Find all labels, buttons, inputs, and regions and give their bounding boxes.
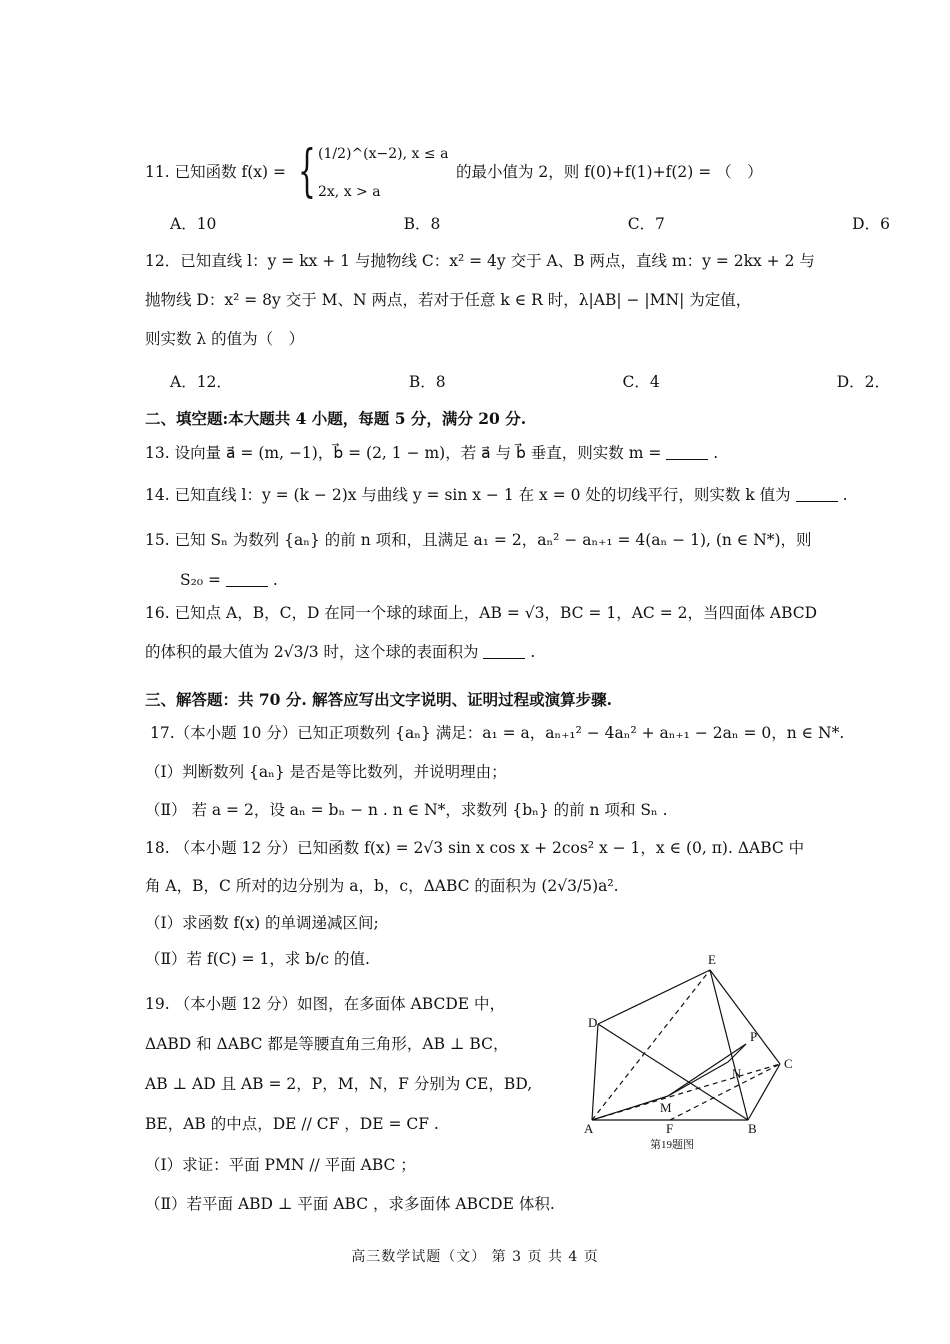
q18-line-1: 18. （本小题 12 分）已知函数 f(x) = 2√3 sin x cos x + 2cos² x − 1，x ∈ (0, π). ΔABC 中 [145,839,805,857]
q16-end: . [530,643,536,661]
edge-d-a [592,1024,598,1120]
label-d: D [588,1015,598,1030]
q11-option-c: C．7 [627,215,665,233]
q16-line-2 [145,642,535,662]
q15-end: . [272,571,278,589]
label-n: N [732,1066,742,1081]
label-e: E [708,952,716,967]
q17-part-1: （Ⅰ）判断数列 {aₙ} 是否是等比数列，并说明理由； [145,763,507,781]
q16-answer-blank[interactable] [483,644,525,659]
label-p: P [750,1029,758,1044]
q19-line-2: ΔABD 和 ΔABC 都是等腰直角三角形，AB ⊥ BC， [145,1035,509,1053]
q14-end: . [842,486,848,504]
label-a: A [584,1121,594,1136]
q14-text: 14. 已知直线 l：y = (k − 2)x 与曲线 y = sin x − 1 在 x = 0 处的切线平行，则实数 k 值为 [145,486,791,504]
page-footer: 高三数学试题（文） 第 3 页 共 4 页 [351,1249,599,1265]
q12-option-c: C．4 [622,373,660,391]
q19-line-4: BE，AB 的中点，DE // CF ，DE = CF . [145,1115,439,1133]
q17-line-1: 17.（本小题 10 分）已知正项数列 {aₙ} 满足：a₁ = a，aₙ₊₁² − 4aₙ² + aₙ₊₁ − 2aₙ = 0，n ∈ N*. [150,724,845,742]
q13 [145,443,718,463]
q11-options [170,212,890,234]
q12-option-d: D．2． [836,373,890,391]
q12-option-a: A．12． [170,373,232,391]
q18-part-2: （Ⅱ）若 f(C) = 1，求 b/c 的值. [145,950,370,968]
q14-answer-blank[interactable] [796,487,838,502]
q11-case-2: 2x, x > a [318,184,381,200]
q11-option-d: D．6 [852,215,890,233]
label-m: M [660,1100,672,1115]
edge-e-c [710,970,780,1064]
q18-part-1: （Ⅰ）求函数 f(x) 的单调递减区间; [145,914,379,932]
edge-m-n [668,1062,728,1096]
q12-line-2: 抛物线 D：x² = 8y 交于 M、N 两点，若对于任意 k ∈ R 时，λ|AB| − |MN| 为定值， [145,291,752,309]
q11-intro: 11. 已知函数 f(x) = [145,163,286,181]
q11-tail: 的最小值为 2，则 f(0)+f(1)+f(2) = （ ） [456,163,763,181]
edge-e-b [710,970,748,1120]
q19-line-3: AB ⊥ AD 且 AB = 2，P，M，N，F 分别为 CE，BD, [145,1075,533,1093]
q15-s20: S₂₀ = [180,571,221,589]
q19-part-2: （Ⅱ）若平面 ABD ⊥ 平面 ABC ，求多面体 ABCDE 体积. [145,1195,555,1213]
section-3-heading: 三、解答题：共 70 分. 解答应写出文字说明、证明过程或演算步骤. [145,690,613,709]
q15-line-1: 15. 已知 Sₙ 为数列 {aₙ} 的前 n 项和，且满足 a₁ = 2，aₙ² − aₙ₊₁ = 4(aₙ − 1), (n ∈ N*)，则 [145,531,812,549]
q12-options [170,370,890,392]
q16-text: 的体积的最大值为 2√3/3 时，这个球的表面积为 [145,643,479,661]
edge-a-e-dashed [592,970,710,1120]
q18-line-2: 角 A，B，C 所对的边分别为 a，b，c，ΔABC 的面积为 (2√3/5)a². [145,877,619,895]
label-c: C [784,1056,793,1071]
section-2-heading: 二、填空题:本大题共 4 小题，每题 5 分，满分 20 分. [145,409,527,428]
edge-d-b [598,1024,748,1120]
q19-line-1: 19. （本小题 12 分）如图，在多面体 ABCDE 中， [145,995,505,1013]
q15-line-2 [180,570,278,590]
q17-part-2: （Ⅱ） 若 a = 2，设 aₙ = bₙ − n . n ∈ N*，求数列 {bₙ} 的前 n 项和 Sₙ . [145,801,668,819]
q16-line-1: 16. 已知点 A，B，C，D 在同一个球的球面上，AB = √3，BC = 1，AC = 2，当四面体 ABCD [145,604,818,622]
q19-part-1: （Ⅰ）求证：平面 PMN // 平面 ABC ； [145,1156,416,1174]
edge-d-e [598,970,710,1024]
q12-option-b: B．8 [408,373,446,391]
q13-answer-blank[interactable] [666,445,708,460]
edge-b-c [748,1064,780,1120]
q19-figure [570,950,810,1210]
q13-text: 13. 设向量 a⃗ = (m, −1)，b⃗ = (2, 1 − m)，若 a⃗ 与 b⃗ 垂直，则实数 m = [145,444,662,462]
q12-line-3: 则实数 λ 的值为（ ） [145,330,305,348]
q11-case-1: (1/2)^(x−2), x ≤ a [318,146,449,162]
label-b: B [748,1121,757,1136]
q15-answer-blank[interactable] [226,572,268,587]
figure-caption: 第19题图 [650,1139,694,1151]
q13-end: . [713,444,719,462]
label-f: F [666,1121,674,1136]
q14 [145,485,848,505]
q11-option-b: B．8 [403,215,441,233]
q11-option-a: A．10 [170,215,217,233]
q12-line-1: 12．已知直线 l：y = kx + 1 与抛物线 C：x² = 4y 交于 A、B 两点，直线 m：y = 2kx + 2 与 [145,252,815,270]
q11-brace: { [298,139,316,204]
